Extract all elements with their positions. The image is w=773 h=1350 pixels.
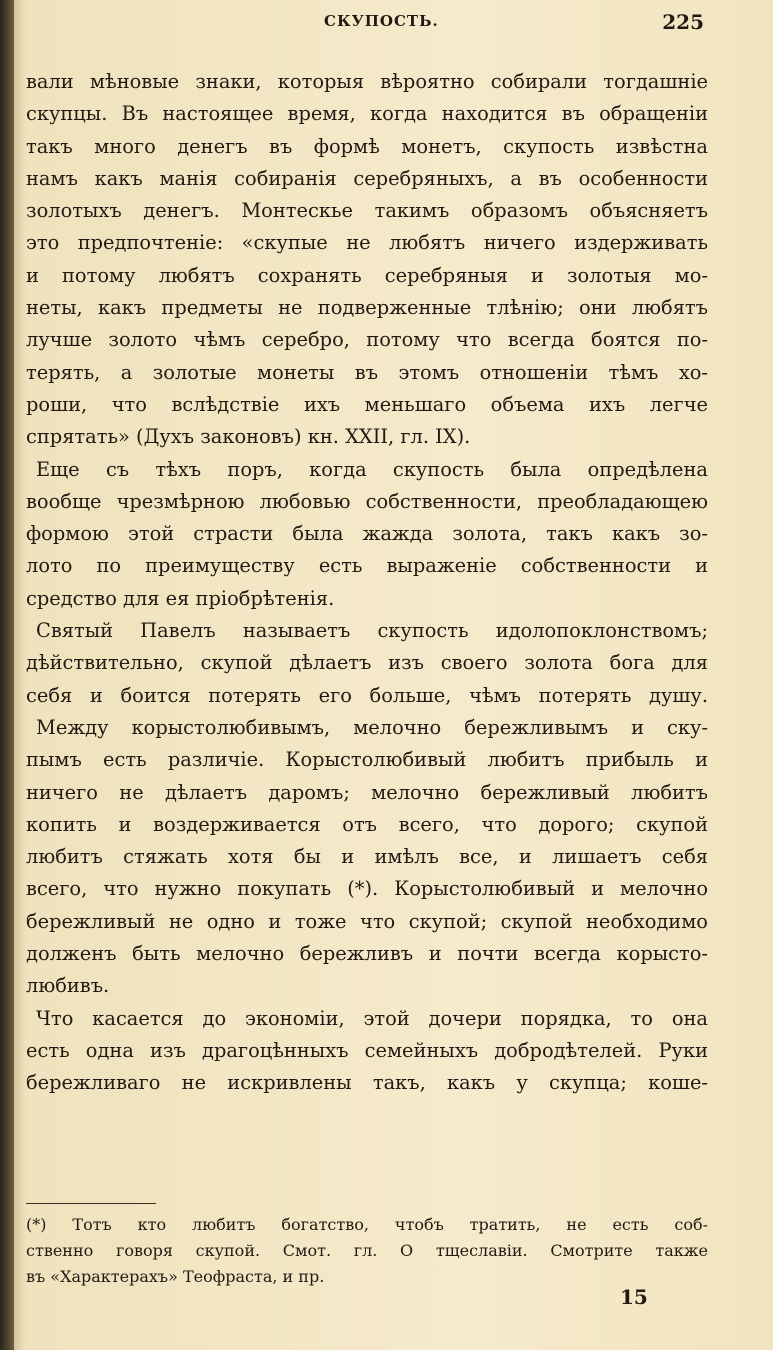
text-line: копить и воздерживается отъ всего, что дорого; скупой (26, 812, 708, 836)
text-line: вообще чрезмѣрною любовью собственности, преобладающею (26, 489, 708, 513)
footnote-line: въ «Характерахъ» Теофраста, и пр. (26, 1267, 325, 1286)
footnote (26, 1212, 708, 1290)
text-line: неты, какъ предметы не подверженные тлѣнію; они любятъ (26, 296, 708, 320)
text-line: лучше золото чѣмъ серебро, потому что всегда боятся по- (26, 328, 708, 352)
text-line: пымъ есть различіе. Корыстолюбивый любитъ прибыль и (26, 748, 708, 772)
footnote-line: ственно говоря скупой. Смот. гл. О тщеславіи. Смотрите также (26, 1241, 708, 1260)
footnote-line: (*) Тотъ кто любитъ богатство, чтобъ тратить, не есть соб- (26, 1215, 708, 1234)
text-line: намъ какъ манія собиранія серебряныхъ, а въ особенности (26, 166, 708, 190)
text-line: всего, что нужно покупать (*). Корыстолюбивый и мелочно (26, 877, 708, 901)
text-line: терять, а золотые монеты въ этомъ отношеніи тѣмъ хо- (26, 360, 708, 384)
text-line: формою этой страсти была жажда золота, такъ какъ зо- (26, 522, 708, 546)
text-line: любитъ стяжать хотя бы и имѣлъ все, и лишаетъ себя (26, 845, 708, 869)
text-line: спрятать» (Духъ законовъ) кн. XXII, гл. IX). (26, 425, 471, 449)
text-line: любивъ. (26, 974, 110, 998)
text-line: долженъ быть мелочно бережливъ и почти всегда корысто- (26, 942, 708, 966)
text-line: Что касается до экономіи, этой дочери порядка, то она (36, 1006, 708, 1030)
text-line: бережливый не одно и тоже что скупой; скупой необходимо (26, 909, 708, 933)
page-header (24, 10, 764, 40)
footnote-divider (26, 1203, 156, 1204)
text-line: лото по преимуществу есть выраженіе собственности и (26, 554, 708, 578)
body-text (26, 66, 708, 1100)
text-line: себя и боится потерять его больше, чѣмъ потерять душу. (26, 683, 708, 707)
text-line: и потому любятъ сохранять серебряныя и золотыя мо- (26, 263, 708, 287)
text-line: вали мѣновые знаки, которыя вѣроятно собирали тогдашніе (26, 70, 708, 93)
text-line: ничего не дѣлаетъ даромъ; мелочно бережливый любитъ (26, 780, 708, 804)
text-line: Еще съ тѣхъ поръ, когда скупость была опредѣлена (36, 457, 708, 481)
text-line: Святый Павелъ называетъ скупость идолопоклонствомъ; (36, 619, 708, 643)
book-spine-shadow (0, 0, 14, 1350)
text-line: средство для ея пріобрѣтенія. (26, 586, 335, 610)
text-line: дѣйствительно, скупой дѣлаетъ изъ своего золота бога для (26, 651, 708, 675)
running-title: СКУПОСТЬ. (324, 12, 439, 30)
text-line: золотыхъ денегъ. Монтескье такимъ образомъ объясняетъ (26, 199, 708, 223)
page-number: 225 (662, 10, 704, 34)
text-line: Между корыстолюбивымъ, мелочно бережливымъ и ску- (36, 715, 708, 739)
printer-signature: 15 (620, 1285, 648, 1309)
text-line: есть одна изъ драгоцѣнныхъ семейныхъ добродѣтелей. Руки (26, 1038, 708, 1062)
text-line: это предпочтеніе: «скупые не любятъ ничего издерживать (26, 231, 708, 255)
text-line: роши, что вслѣдствіе ихъ меньшаго объема ихъ легче (26, 392, 708, 416)
text-line: скупцы. Въ настоящее время, когда находится въ обращеніи (26, 102, 708, 126)
text-line: такъ много денегъ въ формѣ монетъ, скупость извѣстна (26, 134, 708, 158)
text-line: бережливаго не искривлены такъ, какъ у скупца; коше- (26, 1071, 708, 1095)
